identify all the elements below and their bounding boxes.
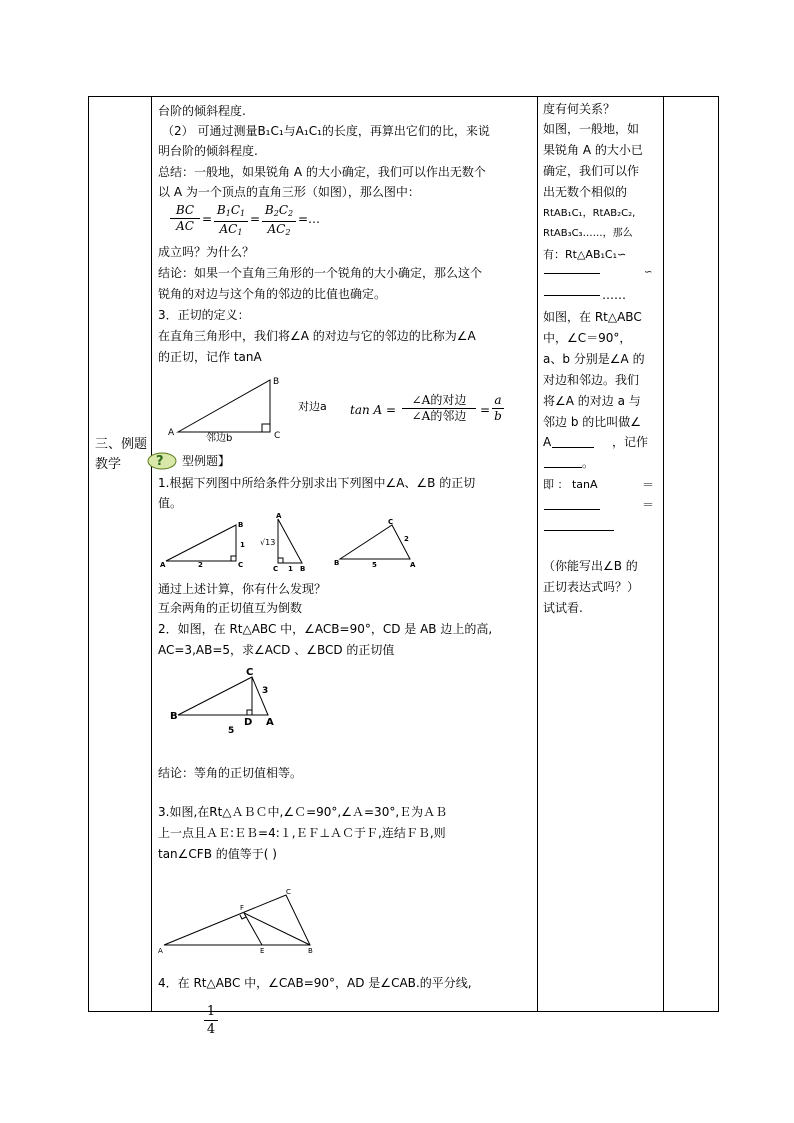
text-line: 锐角的对边与这个角的邻边的比值也确定。 <box>158 287 387 301</box>
side-length-label: 3 <box>262 686 269 696</box>
section-label: 三、例题教学 <box>95 437 148 472</box>
text-line: 结论：如果一个直角三角形的一个锐角的大小确定，那么这个 <box>158 266 483 280</box>
vertex-label: C <box>388 518 394 526</box>
triangle-shape <box>178 380 270 432</box>
side-note-line: 试试看. <box>543 601 583 615</box>
vertex-label: C <box>238 561 244 569</box>
vertex-label: C <box>273 565 279 571</box>
page-number <box>204 1004 218 1039</box>
text-line: 总结：一般地，如果锐角 A 的大小确定，我们可以作出无数个 <box>158 165 486 179</box>
side-note-line: …… <box>602 288 626 302</box>
text-line: 台阶的倾斜程度. <box>158 104 246 118</box>
equals-sign: = <box>480 403 491 417</box>
vertex-label: B <box>170 711 178 722</box>
opposite-side-label: 对边a <box>298 400 327 413</box>
vertex-label: B <box>334 559 340 567</box>
side-note-line: 对边和邻边。我们 <box>543 373 640 387</box>
text-line: 成立吗？为什么？ <box>158 245 255 259</box>
fraction: $\frac{BC}{AC}$ <box>170 203 200 234</box>
text-line: （2） 可通过测量B₁C₁与A₁C₁的长度，再算出它们的比，来说 <box>162 124 490 138</box>
vertex-label: F <box>240 904 245 912</box>
side-note-line: 度有何关系？ <box>543 102 616 116</box>
vertex-label: A <box>158 947 163 955</box>
blank-line <box>544 273 600 274</box>
examples-header: 型例题】 <box>182 454 231 468</box>
side-note-line: 。 <box>582 456 595 470</box>
text-line: AC=3,AB=5，求∠ACD 、∠BCD 的正切值 <box>158 643 395 657</box>
side-length-label: 1 <box>240 541 245 549</box>
tan-denominator: ∠A的邻边 <box>411 409 467 423</box>
text-line: 互余两角的正切值互为倒数 <box>158 601 303 615</box>
svg-text:?: ? <box>156 454 164 469</box>
vertex-label: A <box>160 561 166 569</box>
text-line: 通过上述计算，你有什么发现？ <box>158 582 327 596</box>
vertex-label: B <box>273 377 280 387</box>
blank-line <box>544 530 614 531</box>
text-line: 2．如图，在 Rt△ABC 中，∠ACB=90°，CD 是 AB 边上的高, <box>158 622 493 636</box>
side-note-line: 正切表达式吗？） <box>543 580 640 594</box>
adjacent-side-label: 邻边b <box>206 433 233 442</box>
text-line: 结论：等角的正切值相等。 <box>158 766 303 780</box>
side-length-label: 5 <box>228 726 235 736</box>
vertex-label: A <box>410 561 416 569</box>
triangle-figure-4 <box>156 887 326 961</box>
fraction <box>492 393 504 424</box>
text-line: tan∠CFB 的值等于( ) <box>158 847 277 861</box>
fraction: $\frac{B_2C_2}{AC_2}$ <box>262 203 296 240</box>
side-note-line: 果锐角 A 的大小已 <box>543 143 643 157</box>
side-note-line: 出无数个相似的 <box>543 185 628 199</box>
fraction <box>402 393 476 424</box>
triangle-figure-1 <box>166 372 286 442</box>
side-length-label: 5 <box>372 561 377 569</box>
text-line: 4．在 Rt△ABC 中，∠CAB=90°，AD 是∠CAB.的平分线, <box>158 976 472 990</box>
text-line: 1.根据下列图中所给条件分别求出下列图中∠A、∠B 的正切 <box>158 476 476 490</box>
vertex-label: B <box>308 947 313 955</box>
text-line: 在直角三角形中，我们将∠A 的对边与它的邻边的比称为∠A <box>158 329 476 343</box>
side-note-line: RtAB₁C₁，RtAB₂C₂, <box>543 208 636 219</box>
vertex-label: A <box>276 512 282 520</box>
text-line: 明台阶的倾斜程度. <box>158 144 258 158</box>
side-length-label: 1 <box>288 565 293 571</box>
side-length-label: 2 <box>198 561 203 569</box>
text-line: 3.如图,在Rt△ＡＢＣ中,∠Ｃ=90°,∠Ａ=30°,Ｅ为ＡＢ <box>158 805 448 819</box>
section-column <box>89 97 151 1011</box>
side-notes-column <box>538 97 663 1011</box>
text-line: 的正切，记作 tanA <box>158 350 262 364</box>
right-angle-mark <box>262 424 270 432</box>
side-note-line: （你能写出∠B 的 <box>543 559 638 573</box>
vertex-label: E <box>260 947 265 955</box>
side-note-line: 中，∠C＝90°， <box>543 331 632 345</box>
side-note-line: a、b 分别是∠A 的 <box>543 352 645 366</box>
main-content-column <box>152 97 536 1011</box>
side-note-line: 将∠A 的对边 a 与 <box>543 394 641 408</box>
lesson-table <box>88 96 719 1012</box>
text-line: 3．正切的定义： <box>158 308 250 322</box>
vertex-label: D <box>244 717 253 728</box>
vertex-label: A <box>266 717 274 728</box>
side-note-line: ＝ <box>642 498 655 512</box>
vertex-label: B <box>238 521 244 529</box>
page-number-denominator: 4 <box>206 1022 216 1037</box>
tan-a: a <box>492 393 504 409</box>
page-number-numerator: 1 <box>204 1004 218 1021</box>
side-note-line: 确定，我们可以作 <box>543 164 640 178</box>
side-note-line: 邻边 b 的比叫做∠ <box>543 415 642 429</box>
vertex-label: C <box>246 667 254 678</box>
side-note-line: 即 ： tanA <box>543 478 598 491</box>
triangle-figure-3 <box>158 663 288 739</box>
equals-sign: = <box>250 212 261 226</box>
tan-lhs: tan A = <box>350 403 397 417</box>
blank-line <box>544 509 600 510</box>
triangle-figure-2c <box>332 515 422 571</box>
text-line: 以 A 为一个顶点的直角三形（如图），那么图中： <box>158 185 420 199</box>
question-mark-icon <box>146 449 180 471</box>
blank-line <box>552 447 594 448</box>
text-line: 值。 <box>158 496 183 510</box>
side-note-line: RtAB₃C₃……，那么 <box>543 228 633 239</box>
side-note-line: A <box>543 435 552 449</box>
side-note-line: 如图，一般地，如 <box>543 122 640 136</box>
ratio-continuation: =… <box>298 212 321 226</box>
text-line: 上一点且ＡＥ:ＥＢ=4:１,ＥＦ⊥ＡＣ于Ｆ,连结ＦＢ,则 <box>158 826 446 840</box>
side-length-label: 2 <box>404 535 409 543</box>
fraction: $\frac{B_1C_1}{AC_1}$ <box>214 203 248 240</box>
vertex-label: B <box>300 565 306 571</box>
vertex-label: A <box>168 428 175 438</box>
tan-numerator: ∠A的对边 <box>402 393 476 409</box>
blank-line <box>544 467 582 468</box>
tan-b: b <box>494 409 502 423</box>
blank-line <box>544 295 600 296</box>
side-length-label: √13 <box>260 538 276 547</box>
triangle-figure-2b <box>248 511 308 571</box>
equals-sign: = <box>202 212 213 226</box>
vertex-label: C <box>274 431 281 441</box>
side-note-line: ＝ <box>642 478 655 492</box>
side-note-line: 有：Rt△AB₁C₁∽ <box>543 248 627 261</box>
triangle-figure-2a <box>158 517 248 569</box>
vertex-label: C <box>286 888 291 896</box>
similar-symbol: ∽ <box>644 267 653 278</box>
remarks-column <box>664 97 720 1011</box>
side-note-line: 如图，在 Rt△ABC <box>543 310 642 324</box>
side-note-line: ，记作 <box>612 435 649 449</box>
